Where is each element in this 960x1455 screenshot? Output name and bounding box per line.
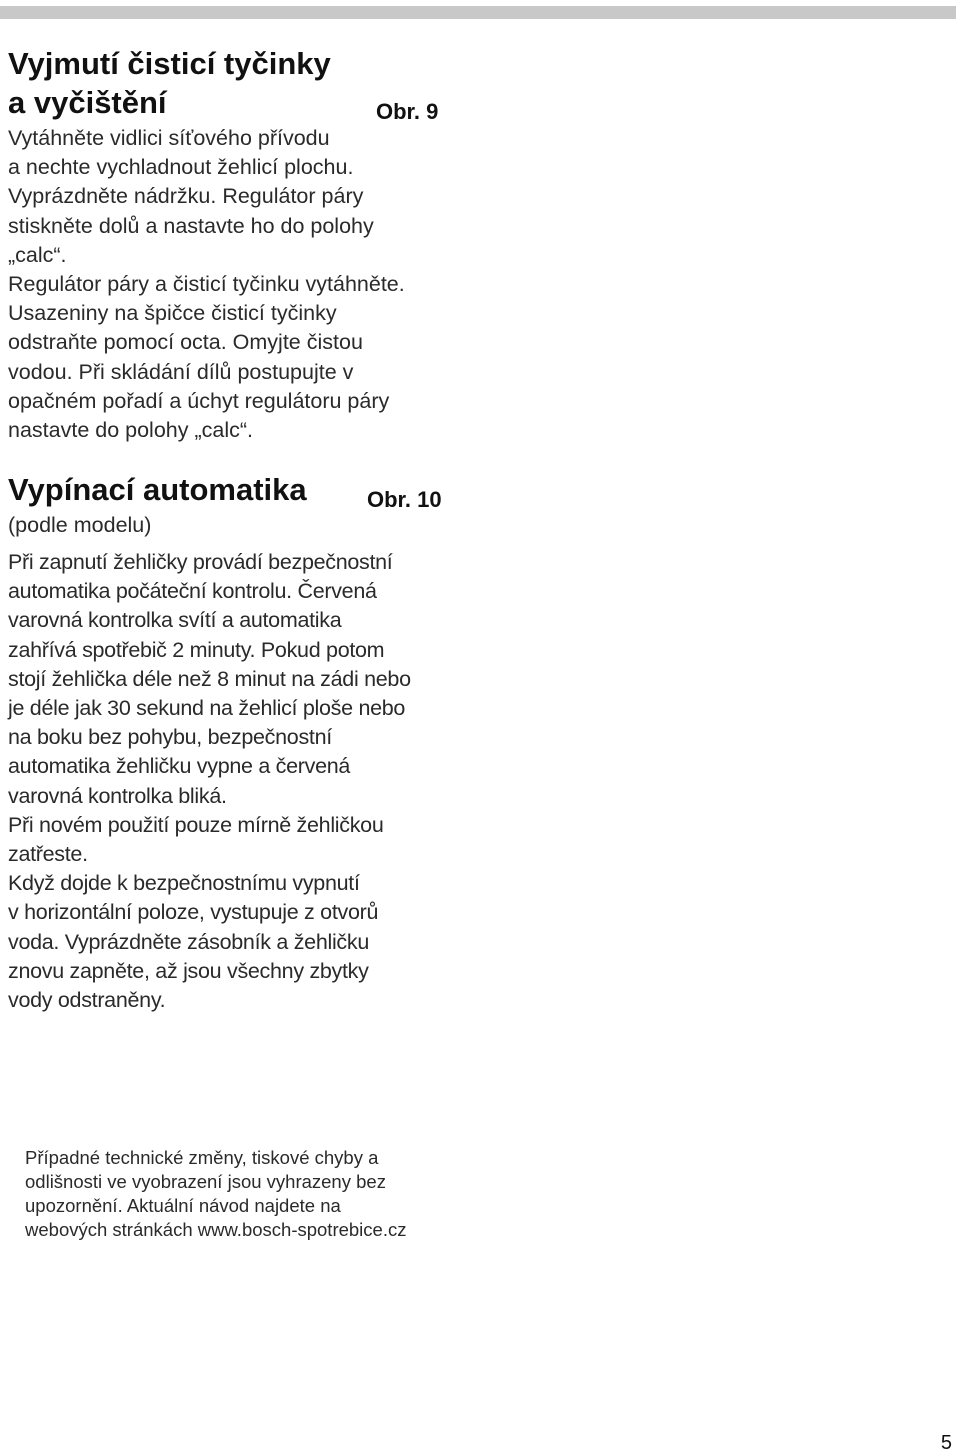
text-line: zahřívá spotřebič 2 minuty. Pokud potom [8, 637, 385, 662]
text-line: webových stránkách www.bosch-spotrebice.cz [25, 1219, 407, 1240]
text-line: vodou. Při skládání dílů postupujte v [8, 359, 354, 384]
section-auto-shutoff [8, 470, 478, 512]
title-line: Vyjmutí čisticí tyčinky [8, 46, 331, 81]
section-title-cleaning-rod [8, 44, 478, 122]
text-line: odstraňte pomocí octa. Omyjte čistou [8, 330, 363, 355]
disclaimer-note [25, 1146, 505, 1242]
section-subtitle [8, 511, 478, 540]
text-line: Při novém použití pouze mírně žehličkou [8, 812, 384, 837]
text-line: automatika žehličku vypne a červená [8, 754, 351, 779]
text-line: Vytáhněte vidlici síťového přívodu [8, 126, 330, 150]
text-line: Vyprázdněte nádržku. Regulátor páry [8, 184, 364, 209]
text-line: varovná kontrolka svítí a automatika [8, 608, 342, 633]
figure-reference: Obr. 9 [376, 99, 439, 124]
text-line: je déle jak 30 sekund na žehlicí ploše nebo [8, 696, 406, 721]
subtitle-text [8, 511, 478, 540]
paragraph [8, 124, 478, 445]
title-line: a vyčištění [8, 85, 167, 120]
figure-reference: Obr. 10 [367, 487, 442, 512]
text-line: upozornění. Aktuální návod najdete na [25, 1195, 341, 1216]
text-line: stiskněte dolů a nastavte ho do polohy [8, 213, 374, 238]
text-line: Regulátor páry a čisticí tyčinku vytáhněte. [8, 272, 405, 297]
section-cleaning-rod-body [8, 124, 478, 445]
text-line: „calc“. [8, 242, 67, 267]
text-line: voda. Vyprázdněte zásobník a žehličku [8, 929, 369, 954]
section-title-auto-shutoff [8, 470, 478, 512]
section-cleaning-rod [8, 44, 478, 122]
text-line: znovu zapněte, až jsou všechny zbytky [8, 958, 369, 983]
title-line: Vypínací automatika [8, 472, 307, 507]
section-auto-shutoff-body [8, 548, 478, 1015]
text-line: varovná kontrolka bliká. [8, 783, 227, 808]
text-line: na boku bez pohybu, bezpečnostní [8, 725, 332, 750]
page-number: 5 [940, 1432, 952, 1454]
text-line: odlišnosti ve vyobrazení jsou vyhrazeny bez [25, 1171, 386, 1192]
text-line: a nechte vychladnout žehlicí plochu. [8, 155, 354, 180]
text-line: nastavte do polohy „calc“. [8, 418, 253, 443]
text-line: Případné technické změny, tiskové chyby a [25, 1147, 379, 1168]
paragraph [8, 548, 478, 1015]
text-line: v horizontální poloze, vystupuje z otvorů [8, 900, 379, 925]
text-line: vody odstraněny. [8, 988, 166, 1013]
text-line: Usazeniny na špičce čisticí tyčinky [8, 301, 337, 326]
text-line: Při zapnutí žehličky provádí bezpečnostní [8, 550, 393, 574]
text-line: opačném pořadí a úchyt regulátoru páry [8, 388, 390, 413]
text-line: (podle modelu) [8, 513, 152, 537]
text-line: Když dojde k bezpečnostnímu vypnutí [8, 871, 360, 896]
text-line: automatika počáteční kontrolu. Červená [8, 579, 377, 604]
text-line: zatřeste. [8, 842, 88, 867]
header-rule [0, 6, 956, 19]
text-line: stojí žehlička déle než 8 minut na zádi nebo [8, 666, 411, 691]
